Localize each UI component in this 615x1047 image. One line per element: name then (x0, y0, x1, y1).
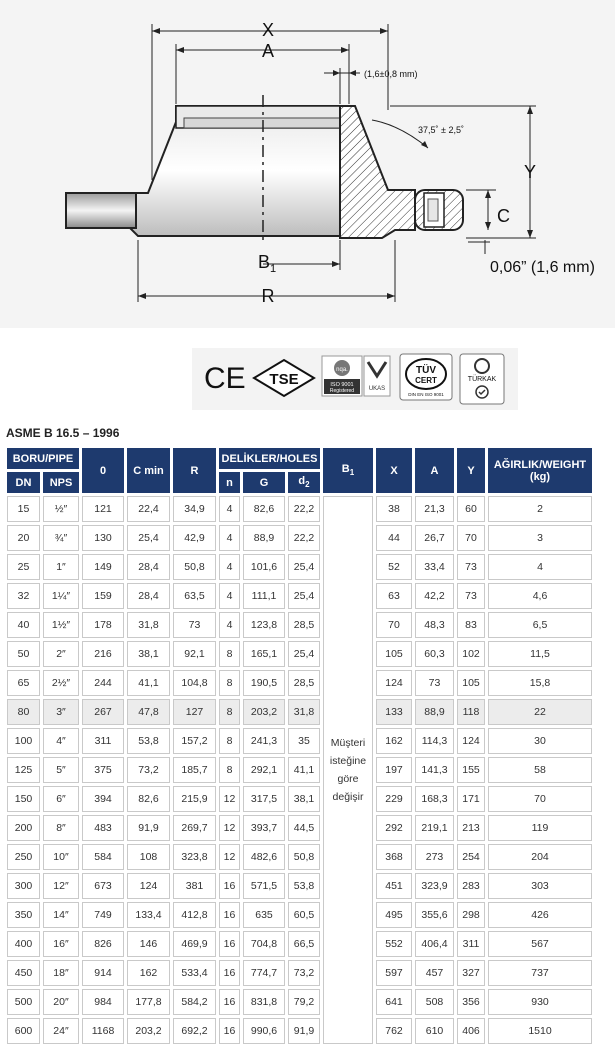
cell-g: 88,9 (243, 525, 285, 551)
cell-n: 8 (219, 699, 240, 725)
cell-x: 495 (376, 902, 412, 928)
table-row (7, 873, 592, 899)
cell-g: 571,5 (243, 873, 285, 899)
cell-cmin: 162 (127, 960, 170, 986)
cell-y: 171 (457, 786, 485, 812)
cell-cmin: 38,1 (127, 641, 170, 667)
cell-g: 123,8 (243, 612, 285, 638)
cell-d2: 28,5 (288, 670, 320, 696)
cell-weight: 2 (488, 496, 592, 522)
cell-o: 1168 (82, 1018, 124, 1044)
cell-o: 826 (82, 931, 124, 957)
cell-nps: 16″ (43, 931, 79, 957)
cell-x: 451 (376, 873, 412, 899)
cell-o: 673 (82, 873, 124, 899)
cell-nps: 8″ (43, 815, 79, 841)
cell-nps: 10″ (43, 844, 79, 870)
cell-weight: 1510 (488, 1018, 592, 1044)
cell-weight: 4,6 (488, 583, 592, 609)
header-g: G (243, 472, 285, 493)
cell-n: 8 (219, 728, 240, 754)
ce-logo: CE (204, 362, 246, 395)
cell-dn: 300 (7, 873, 40, 899)
cell-g: 635 (243, 902, 285, 928)
cell-g: 831,8 (243, 989, 285, 1015)
angle-note: 37,5˚ ± 2,5˚ (418, 125, 464, 135)
hub-note: (1,6±0,8 mm) (364, 69, 418, 79)
cell-r: 692,2 (173, 1018, 216, 1044)
cell-y: 356 (457, 989, 485, 1015)
cell-weight: 11,5 (488, 641, 592, 667)
table-row (7, 496, 592, 522)
cell-nps: 12″ (43, 873, 79, 899)
cell-n: 4 (219, 525, 240, 551)
cell-dn: 20 (7, 525, 40, 551)
table-row (7, 815, 592, 841)
cell-o: 749 (82, 902, 124, 928)
nqa-logo (322, 356, 362, 396)
cell-dn: 25 (7, 554, 40, 580)
cell-cmin: 41,1 (127, 670, 170, 696)
cell-r: 533,4 (173, 960, 216, 986)
cell-r: 34,9 (173, 496, 216, 522)
cell-cmin: 124 (127, 873, 170, 899)
table-row (7, 670, 592, 696)
table-row (7, 583, 592, 609)
cell-n: 12 (219, 786, 240, 812)
turkak-logo (460, 354, 504, 404)
cell-a: 141,3 (415, 757, 454, 783)
cell-y: 102 (457, 641, 485, 667)
cell-a: 355,6 (415, 902, 454, 928)
hub-bore (184, 118, 340, 128)
cell-r: 50,8 (173, 554, 216, 580)
cell-y: 118 (457, 699, 485, 725)
dim-r-label: R (261, 286, 275, 306)
cell-dn: 125 (7, 757, 40, 783)
dim-x-label: X (261, 20, 275, 40)
svg-text:nqa.: nqa. (336, 367, 348, 373)
cell-y: 124 (457, 728, 485, 754)
cell-d2: 53,8 (288, 873, 320, 899)
cell-d2: 38,1 (288, 786, 320, 812)
flange-cross-section (0, 0, 615, 328)
cell-o: 149 (82, 554, 124, 580)
header-y: Y (457, 448, 485, 493)
svg-text:TSE: TSE (269, 371, 299, 388)
cell-r: 215,9 (173, 786, 216, 812)
cell-n: 16 (219, 931, 240, 957)
cell-y: 254 (457, 844, 485, 870)
cell-y: 73 (457, 583, 485, 609)
svg-text:DIN EN ISO 9001: DIN EN ISO 9001 (408, 392, 444, 397)
cell-y: 70 (457, 525, 485, 551)
cell-weight: 204 (488, 844, 592, 870)
cell-nps: 24″ (43, 1018, 79, 1044)
header-o: 0 (82, 448, 124, 493)
cell-o: 267 (82, 699, 124, 725)
ukas-logo (364, 356, 390, 396)
cell-weight: 426 (488, 902, 592, 928)
cell-weight: 3 (488, 525, 592, 551)
cell-x: 292 (376, 815, 412, 841)
cell-x: 368 (376, 844, 412, 870)
table-row (7, 612, 592, 638)
cell-weight: 22 (488, 699, 592, 725)
cell-a: 323,9 (415, 873, 454, 899)
cell-d2: 25,4 (288, 583, 320, 609)
cell-n: 4 (219, 496, 240, 522)
svg-text:ISO 9001: ISO 9001 (330, 382, 354, 388)
cell-a: 457 (415, 960, 454, 986)
cell-weight: 4 (488, 554, 592, 580)
header-holes: DELİKLER/HOLES (219, 448, 320, 469)
cell-d2: 79,2 (288, 989, 320, 1015)
cell-r: 104,8 (173, 670, 216, 696)
cell-cmin: 82,6 (127, 786, 170, 812)
table-row (7, 641, 592, 667)
cell-cmin: 22,4 (127, 496, 170, 522)
cell-x: 63 (376, 583, 412, 609)
cell-nps: 18″ (43, 960, 79, 986)
cell-nps: 14″ (43, 902, 79, 928)
cell-y: 60 (457, 496, 485, 522)
cell-weight: 930 (488, 989, 592, 1015)
cell-dn: 200 (7, 815, 40, 841)
cell-d2: 60,5 (288, 902, 320, 928)
cell-d2: 31,8 (288, 699, 320, 725)
cell-cmin: 177,8 (127, 989, 170, 1015)
tuv-logo (400, 354, 452, 400)
table-row (7, 931, 592, 957)
cell-d2: 91,9 (288, 1018, 320, 1044)
cell-nps: 1½″ (43, 612, 79, 638)
table-row (7, 757, 592, 783)
cell-dn: 100 (7, 728, 40, 754)
svg-text:UKAS: UKAS (368, 386, 386, 392)
cell-o: 483 (82, 815, 124, 841)
cell-g: 101,6 (243, 554, 285, 580)
tse-logo (254, 360, 314, 396)
header-x: X (376, 448, 412, 493)
table-row (7, 525, 592, 551)
dim-b1-label: $B_1$ (258, 252, 277, 275)
cell-y: 155 (457, 757, 485, 783)
cell-nps: 5″ (43, 757, 79, 783)
cell-y: 327 (457, 960, 485, 986)
cell-d2: 25,4 (288, 554, 320, 580)
cell-dn: 32 (7, 583, 40, 609)
cell-a: 610 (415, 1018, 454, 1044)
svg-text:CERT: CERT (415, 376, 437, 385)
cell-a: 73 (415, 670, 454, 696)
cell-nps: 1¼″ (43, 583, 79, 609)
cell-weight: 119 (488, 815, 592, 841)
cell-weight: 303 (488, 873, 592, 899)
table-row (7, 699, 592, 725)
cell-r: 323,8 (173, 844, 216, 870)
header-r: R (173, 448, 216, 493)
cell-cmin: 203,2 (127, 1018, 170, 1044)
cell-d2: 44,5 (288, 815, 320, 841)
cell-x: 70 (376, 612, 412, 638)
cell-a: 60,3 (415, 641, 454, 667)
table-row (7, 844, 592, 870)
table-row (7, 902, 592, 928)
cell-g: 317,5 (243, 786, 285, 812)
cell-d2: 66,5 (288, 931, 320, 957)
header-d2: $d_2$ (288, 472, 320, 493)
cell-nps: 20″ (43, 989, 79, 1015)
cell-o: 244 (82, 670, 124, 696)
cell-o: 311 (82, 728, 124, 754)
cell-nps: 1″ (43, 554, 79, 580)
cell-cmin: 25,4 (127, 525, 170, 551)
cell-o: 178 (82, 612, 124, 638)
cell-r: 269,7 (173, 815, 216, 841)
header-n: n (219, 472, 240, 493)
cell-n: 4 (219, 583, 240, 609)
header-b1: $B_1$ (323, 448, 373, 493)
cell-cmin: 146 (127, 931, 170, 957)
table-row (7, 786, 592, 812)
cell-a: 273 (415, 844, 454, 870)
svg-text:Registered: Registered (329, 388, 355, 394)
cell-x: 162 (376, 728, 412, 754)
cell-nps: 2½″ (43, 670, 79, 696)
table-row (7, 1018, 592, 1044)
cell-g: 774,7 (243, 960, 285, 986)
cell-cmin: 91,9 (127, 815, 170, 841)
cell-o: 914 (82, 960, 124, 986)
cell-nps: ¾″ (43, 525, 79, 551)
cell-x: 38 (376, 496, 412, 522)
cell-d2: 25,4 (288, 641, 320, 667)
cell-n: 16 (219, 873, 240, 899)
cell-n: 8 (219, 757, 240, 783)
cell-weight: 6,5 (488, 612, 592, 638)
cell-a: 114,3 (415, 728, 454, 754)
cell-dn: 80 (7, 699, 40, 725)
face-note: 0,06” (1,6 mm) (490, 259, 595, 276)
cell-r: 92,1 (173, 641, 216, 667)
cell-dn: 50 (7, 641, 40, 667)
cell-a: 26,7 (415, 525, 454, 551)
cell-cmin: 28,4 (127, 583, 170, 609)
cell-x: 133 (376, 699, 412, 725)
cell-cmin: 73,2 (127, 757, 170, 783)
cell-cmin: 53,8 (127, 728, 170, 754)
cell-g: 241,3 (243, 728, 285, 754)
cell-x: 229 (376, 786, 412, 812)
cell-d2: 22,2 (288, 496, 320, 522)
cell-a: 168,3 (415, 786, 454, 812)
cell-nps: 3″ (43, 699, 79, 725)
header-cmin: C min (127, 448, 170, 493)
cell-x: 52 (376, 554, 412, 580)
svg-text:TÜV: TÜV (416, 365, 436, 376)
cell-nps: 2″ (43, 641, 79, 667)
cell-o: 216 (82, 641, 124, 667)
cell-cmin: 31,8 (127, 612, 170, 638)
cell-weight: 15,8 (488, 670, 592, 696)
cell-r: 469,9 (173, 931, 216, 957)
cell-d2: 73,2 (288, 960, 320, 986)
cell-dn: 400 (7, 931, 40, 957)
header-nps: NPS (43, 472, 79, 493)
header-a: A (415, 448, 454, 493)
cell-o: 130 (82, 525, 124, 551)
cell-o: 121 (82, 496, 124, 522)
cell-nps: 6″ (43, 786, 79, 812)
cell-o: 584 (82, 844, 124, 870)
cell-dn: 150 (7, 786, 40, 812)
cell-y: 283 (457, 873, 485, 899)
cell-d2: 50,8 (288, 844, 320, 870)
cell-o: 984 (82, 989, 124, 1015)
cell-g: 292,1 (243, 757, 285, 783)
cell-n: 4 (219, 612, 240, 638)
certification-logos (192, 348, 518, 410)
cell-y: 213 (457, 815, 485, 841)
cell-x: 44 (376, 525, 412, 551)
cell-g: 203,2 (243, 699, 285, 725)
cell-g: 704,8 (243, 931, 285, 957)
cell-n: 8 (219, 670, 240, 696)
cell-r: 381 (173, 873, 216, 899)
cell-g: 393,7 (243, 815, 285, 841)
svg-text:TÜRKAK: TÜRKAK (467, 376, 497, 383)
cell-r: 412,8 (173, 902, 216, 928)
cell-g: 190,5 (243, 670, 285, 696)
dimensions-table (4, 445, 595, 1047)
cell-r: 73 (173, 612, 216, 638)
cell-o: 375 (82, 757, 124, 783)
hatched-section (340, 106, 415, 238)
cell-g: 82,6 (243, 496, 285, 522)
table-row (7, 554, 592, 580)
cell-weight: 58 (488, 757, 592, 783)
cell-a: 219,1 (415, 815, 454, 841)
cell-r: 127 (173, 699, 216, 725)
header-dn: DN (7, 472, 40, 493)
cell-dn: 600 (7, 1018, 40, 1044)
cell-g: 165,1 (243, 641, 285, 667)
cell-dn: 250 (7, 844, 40, 870)
dim-c-label: C (497, 206, 510, 226)
cell-n: 4 (219, 554, 240, 580)
cell-dn: 350 (7, 902, 40, 928)
cell-y: 406 (457, 1018, 485, 1044)
cell-y: 298 (457, 902, 485, 928)
cell-n: 12 (219, 844, 240, 870)
cell-y: 311 (457, 931, 485, 957)
cell-a: 21,3 (415, 496, 454, 522)
table-row (7, 989, 592, 1015)
cell-x: 197 (376, 757, 412, 783)
cell-g: 111,1 (243, 583, 285, 609)
cell-dn: 15 (7, 496, 40, 522)
cell-weight: 737 (488, 960, 592, 986)
cell-weight: 70 (488, 786, 592, 812)
cell-weight: 567 (488, 931, 592, 957)
flange-rim (66, 193, 136, 228)
cell-n: 16 (219, 902, 240, 928)
flange-drawing (0, 0, 615, 328)
cell-a: 42,2 (415, 583, 454, 609)
header-pipe: BORU/PIPE (7, 448, 79, 469)
cell-cmin: 28,4 (127, 554, 170, 580)
table-row (7, 728, 592, 754)
cell-n: 16 (219, 989, 240, 1015)
cell-dn: 500 (7, 989, 40, 1015)
cell-r: 584,2 (173, 989, 216, 1015)
cell-dn: 450 (7, 960, 40, 986)
cell-n: 8 (219, 641, 240, 667)
table-body (7, 496, 592, 1044)
cell-dn: 40 (7, 612, 40, 638)
cell-x: 597 (376, 960, 412, 986)
cell-x: 641 (376, 989, 412, 1015)
cell-b1-note: Müşteri isteğine göre değişir (323, 496, 373, 1044)
cell-x: 762 (376, 1018, 412, 1044)
cell-d2: 35 (288, 728, 320, 754)
cell-d2: 41,1 (288, 757, 320, 783)
cell-y: 73 (457, 554, 485, 580)
cell-cmin: 47,8 (127, 699, 170, 725)
header-weight: AĞIRLIK/WEIGHT (kg) (488, 448, 592, 493)
cell-d2: 28,5 (288, 612, 320, 638)
cell-x: 105 (376, 641, 412, 667)
cell-nps: ½″ (43, 496, 79, 522)
cell-a: 406,4 (415, 931, 454, 957)
table-row (7, 960, 592, 986)
cell-y: 83 (457, 612, 485, 638)
cell-r: 157,2 (173, 728, 216, 754)
cell-o: 159 (82, 583, 124, 609)
cell-dn: 65 (7, 670, 40, 696)
cell-cmin: 133,4 (127, 902, 170, 928)
cell-g: 482,6 (243, 844, 285, 870)
cell-nps: 4″ (43, 728, 79, 754)
cell-g: 990,6 (243, 1018, 285, 1044)
cell-d2: 22,2 (288, 525, 320, 551)
cell-a: 48,3 (415, 612, 454, 638)
dim-y-label: Y (524, 162, 537, 182)
cell-r: 185,7 (173, 757, 216, 783)
cell-x: 124 (376, 670, 412, 696)
cell-n: 12 (219, 815, 240, 841)
standard-title: ASME B 16.5 – 1996 (6, 426, 120, 440)
cell-y: 105 (457, 670, 485, 696)
cell-n: 16 (219, 1018, 240, 1044)
cell-a: 88,9 (415, 699, 454, 725)
cell-cmin: 108 (127, 844, 170, 870)
cell-o: 394 (82, 786, 124, 812)
cell-x: 552 (376, 931, 412, 957)
cell-n: 16 (219, 960, 240, 986)
cell-a: 508 (415, 989, 454, 1015)
dim-a-label: A (261, 41, 275, 61)
cell-r: 42,9 (173, 525, 216, 551)
cell-a: 33,4 (415, 554, 454, 580)
cell-r: 63,5 (173, 583, 216, 609)
cell-weight: 30 (488, 728, 592, 754)
